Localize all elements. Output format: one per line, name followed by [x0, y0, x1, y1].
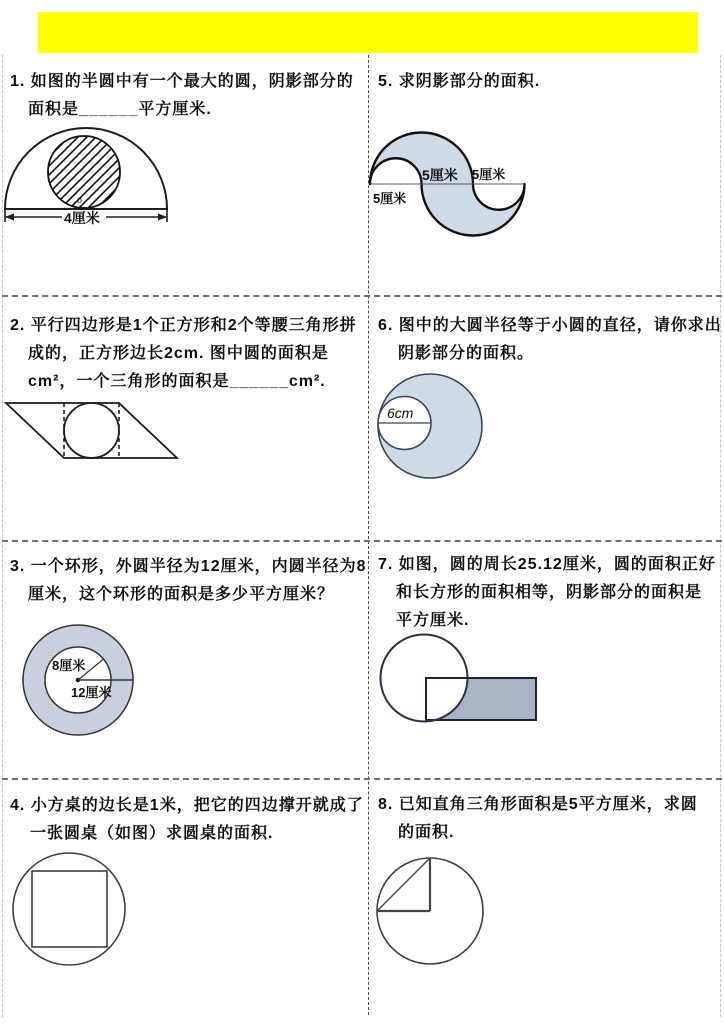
problem-3-line-1: 3. 一个环形，外圆半径为12厘米，内圆半径为8	[10, 558, 367, 575]
figure-circle-and-rectangle	[376, 630, 546, 730]
problem-5-line-1: 5. 求阴影部分的面积.	[378, 73, 541, 90]
inscribed-square	[32, 871, 107, 947]
problem-8-line-2: 的面积.	[398, 824, 455, 841]
row-divider-2	[2, 540, 722, 542]
problem-3-line-2: 厘米，这个环形的面积是多少平方厘米？	[28, 586, 335, 603]
problem-6-line-1: 6. 图中的大圆半径等于小圆的直径，请你求出	[378, 317, 722, 334]
segment-label-right: 5厘米	[472, 167, 506, 182]
problem-7-line-2: 和长方形的面积相等，阴影部分的面积是	[396, 584, 703, 601]
problem-2-line-3: cm²，一个三角形的面积是______cm².	[28, 373, 326, 390]
outer-radius-label: 12厘米	[71, 685, 112, 700]
problem-1-line-2: 面积是______平方厘米.	[28, 101, 212, 118]
figure-circle-with-right-triangle	[370, 852, 495, 972]
problem-1-line-1: 1. 如图的半圆中有一个最大的圆，阴影部分的	[10, 73, 354, 90]
table-circle	[13, 853, 125, 965]
inscribed-circle	[64, 403, 119, 458]
small-diameter-label: 6cm	[387, 405, 414, 421]
circle-center-mark: o	[77, 195, 83, 205]
figure-semicircle-with-hatched-circle	[0, 125, 185, 230]
problem-4-line-1: 4. 小方桌的边长是1米，把它的四边撑开就成了	[10, 797, 364, 814]
dimension-arrow-right	[158, 214, 167, 221]
parallelogram-outline	[6, 403, 177, 458]
problem-2-line-1: 2. 平行四边形是1个正方形和2个等腰三角形拼	[10, 317, 357, 334]
hatched-circle	[48, 136, 120, 208]
problem-2-line-2: 成的，正方形边长2cm. 图中圆的面积是	[28, 345, 329, 362]
figure-annulus	[15, 618, 150, 748]
segment-label-left: 5厘米	[373, 191, 407, 206]
diameter-label: 4厘米	[64, 210, 100, 226]
row-divider-3	[2, 778, 722, 780]
inner-radius-label: 8厘米	[52, 658, 86, 673]
figure-big-circle-small-circle	[370, 368, 495, 486]
figure-parallelogram-with-circle	[0, 398, 190, 468]
figure-s-shape-semicircles	[366, 126, 541, 241]
figure-circle-with-square	[8, 848, 138, 973]
segment-label-mid: 5厘米	[422, 167, 458, 183]
problem-4-line-2: 一张圆桌（如图）求圆桌的面积.	[30, 825, 274, 842]
problem-7-line-3: 平方厘米.	[396, 612, 470, 629]
highlight-banner	[38, 12, 698, 53]
row-divider-1	[2, 295, 722, 297]
problem-7-line-1: 7. 如图，圆的周长25.12厘米，圆的面积正好	[378, 556, 716, 573]
dimension-arrow-left	[5, 214, 14, 221]
problem-6-line-2: 阴影部分的面积。	[398, 345, 535, 362]
right-page-border	[720, 55, 721, 1017]
problem-8-line-1: 8. 已知直角三角形面积是5平方厘米，求圆	[378, 796, 698, 813]
